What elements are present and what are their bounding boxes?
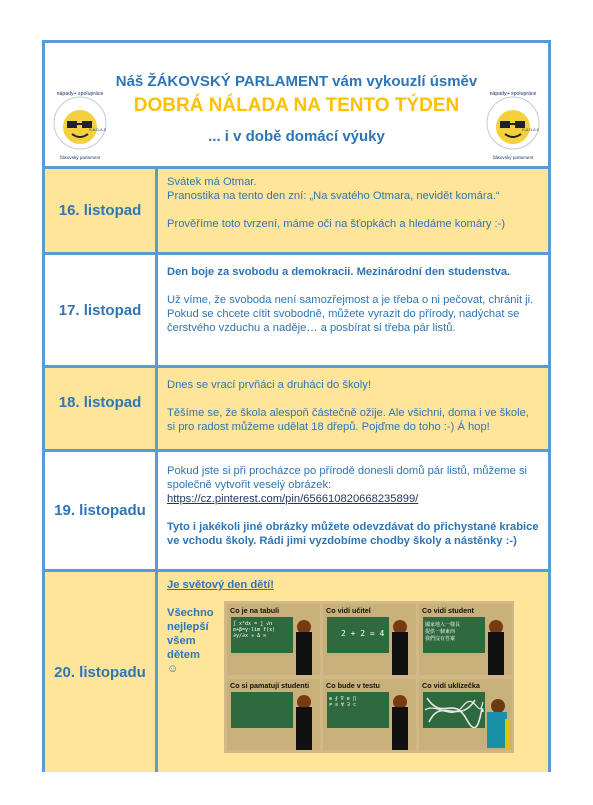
day-row-20: [45, 572, 548, 772]
svg-text:nápady+ spolupráce: nápady+ spolupráce: [56, 91, 104, 97]
svg-text:žákovský parlament: žákovský parlament: [59, 155, 101, 160]
comic-panel: Co je na tabuli ∫ x²dx = ∑ √n α+β=γ·lim f(x) ∂y/∂x ≈ Δ ∞: [227, 604, 320, 675]
header-line-1: Náš ŽÁKOVSKÝ PARLAMENT vám vykouzlí úsměv: [115, 73, 478, 90]
date-cell: 20. listopadu: [54, 663, 146, 681]
text-cell: [158, 169, 548, 235]
day-row-17: [45, 255, 548, 365]
text-line: Dnes se vrací prvňáci a druháci do školy!: [167, 379, 371, 391]
day-row-16: [45, 169, 548, 252]
comic-panel: Co vidí student 國家地入一樣長 提供一個東西 我們沒有答案: [419, 604, 512, 675]
comic-panel: Co bude v testu ⊕ ∮ ∇ ⊗ ∏ ≠ ≡ ∀ ∃ ⊂: [323, 679, 416, 750]
date-cell: 17. listopad: [58, 301, 142, 319]
text-line: Tyto i jakékoli jiné obrázky můžete odevzdávat do přichystané krabice ve vchodu školy. Rádi jimi vyzdobíme chodby školy a nástěnky :-): [167, 521, 539, 547]
date-cell: 19. listopadu: [54, 502, 146, 519]
date-cell: 16. listopad: [58, 202, 142, 219]
text-line: Prověříme toto tvrzení, máme oči na šťopkách a hledáme komáry :-): [167, 218, 506, 230]
text-cell: [158, 259, 548, 339]
text-line: Pranostika na tento den zní: „Na svatého Otmara, nevidět komára.“: [167, 190, 500, 202]
text-line: Všechno nejlepší všem dětem: [167, 607, 214, 661]
day-row-19: [45, 452, 548, 569]
comic-panel: Co vidí učitel 2 + 2 = 4: [323, 604, 416, 675]
text-line: Svátek má Otmar.: [167, 176, 257, 188]
svg-text:žákovský parlament: žákovský parlament: [492, 155, 534, 160]
pinterest-link[interactable]: https://cz.pinterest.com/pin/656610820668235899/: [167, 493, 419, 505]
header: [45, 43, 548, 166]
date-cell: 18. listopad: [58, 393, 142, 411]
svg-text:nápady+ spolupráce: nápady+ spolupráce: [489, 91, 537, 97]
teacher-comic-image: [224, 601, 514, 753]
document-frame: [42, 40, 551, 772]
header-line-2: DOBRÁ NÁLADA NA TENTO TÝDEN: [133, 95, 460, 116]
text-line: Pokud jste si při procházce po přírodě donesli domů pár listů, můžeme si společně vytvořit veselý obrázek:: [167, 465, 528, 491]
day-row-18: [45, 368, 548, 449]
smiley: ☺: [167, 663, 179, 675]
svg-text:R-A-D-A-S: R-A-D-A-S: [522, 128, 540, 132]
text-line: Je světový den dětí!: [167, 579, 274, 591]
comic-panel: Co vidí uklízečka: [419, 679, 512, 750]
text-cell: [158, 458, 548, 552]
text-cell: [158, 372, 548, 438]
parliament-logo-right: [484, 83, 542, 161]
text-line: Těšíme se, že škola alespoň částečně ožije. Ale všichni, doma i ve škole, si pro radost můžeme udělat 18 dřepů. Pojďme do toho :-) Á hop!: [167, 407, 529, 433]
comic-panel: Co si pamatují studenti: [227, 679, 320, 750]
header-line-3: ... i v době domácí výuky: [208, 128, 385, 145]
text-line: Už víme, že svoboda není samozřejmost a je třeba o ni pečovat, chránit ji. Pokud se chcete cítit svobodně, můžete vyrazit do přírody, nadýchat se čerstvého vzduchu a naděje… a posbírat si třeba pár listů.: [167, 294, 534, 334]
svg-text:R-A-D-A-S: R-A-D-A-S: [89, 128, 107, 132]
text-line: Den boje za svobodu a demokracii. Mezinárodní den studenstva.: [167, 266, 511, 278]
